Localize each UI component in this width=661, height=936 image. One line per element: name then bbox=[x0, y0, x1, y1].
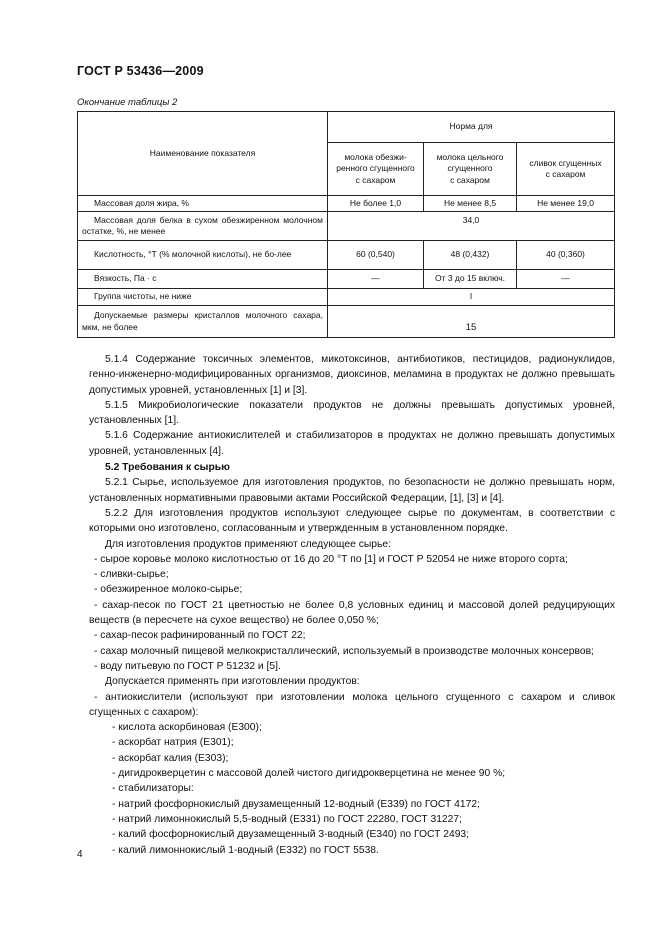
row-label: Допускаемые размеры кристаллов молочного сахара, мкм, не более bbox=[78, 306, 328, 338]
cell-value: 60 (0,540) bbox=[328, 241, 424, 270]
paragraph-5-2-1: 5.2.1 Сырье, используемое для изготовления продуктов, по безопасности не должно превышать норм, установленных нормативными правовыми актами Российской Федерации, [1], [3] и [4]. bbox=[89, 477, 615, 504]
list-item: - сахар молочный пищевой мелкокристаллический, используемый в производстве молочных консервов; bbox=[94, 645, 594, 657]
sub-list-item: - аскорбат калия (Е303); bbox=[112, 752, 229, 764]
sub-list-item: - калий лимоннокислый 1-водный (Е332) по ГОСТ 5538. bbox=[112, 844, 379, 856]
row-label: Кислотность, °Т (% молочной кислоты), не бо-лее bbox=[78, 241, 328, 270]
paragraph-allowed-intro: Допускается применять при изготовлении продуктов: bbox=[105, 676, 360, 688]
list-item: - обезжиренное молоко-сырье; bbox=[94, 584, 243, 596]
cell-value: 40 (0,360) bbox=[517, 241, 615, 270]
table-caption: Окончание таблицы 2 bbox=[77, 97, 178, 108]
paragraph-5-2-2: 5.2.2 Для изготовления продуктов используют следующее сырье по документам, в соответствии с которыми оно изготовлено, согласованным и утвержденным в установленном порядке. bbox=[89, 507, 615, 535]
paragraph-5-1-5: 5.1.5 Микробиологические показатели продуктов не должны превышать допустимых уровней, установленных [1]. bbox=[89, 399, 615, 427]
table-header-col: молока цельного сгущенного с сахаром bbox=[424, 143, 517, 196]
list-item: - сахар-песок по ГОСТ 21 цветностью не более 0,8 условных единиц и массовой долей редуцирующих веществ (в пересчете на сухое вещество) не более 0,050 %; bbox=[89, 599, 615, 627]
list-item: - сахар-песок рафинированный по ГОСТ 22; bbox=[94, 630, 306, 642]
sub-list-item: - дигидрокверцетин с массовой долей чистого дигидрокверцетина не менее 90 %; bbox=[112, 768, 506, 780]
sub-list-item: - стабилизаторы: bbox=[112, 783, 194, 795]
paragraph-raw-materials-intro: Для изготовления продуктов применяют следующее сырье: bbox=[105, 538, 391, 550]
list-item: - воду питьевую по ГОСТ Р 51232 и [5]. bbox=[94, 660, 281, 672]
list-item: - сырое коровье молоко кислотностью от 16 до 20 °Т по [1] и ГОСТ Р 52054 не ниже второго сорта; bbox=[94, 553, 568, 565]
section-heading-5-2: 5.2 Требования к сырью bbox=[105, 462, 230, 474]
sub-list-item: - натрий фосфорнокислый двузамещенный 12-водный (Е339) по ГОСТ 4172; bbox=[112, 798, 480, 810]
sub-list-item: - аскорбат натрия (Е301); bbox=[112, 737, 234, 749]
table-row bbox=[78, 196, 615, 212]
paragraph-5-1-6: 5.1.6 Содержание антиокислителей и стабилизаторов в продуктах не должно превышать допустимых уровней, установленных [4]. bbox=[89, 430, 615, 457]
table-header-col: молока обезжи- ренного сгущенного с сахаром bbox=[328, 143, 424, 196]
table-header-group: Норма для bbox=[328, 112, 615, 143]
table-row bbox=[78, 241, 615, 270]
body-text bbox=[89, 352, 615, 858]
row-label: Массовая доля белка в сухом обезжиренном молочном остатке, %, не менее bbox=[78, 212, 328, 241]
list-item: - антиокислители (используют при изготовлении молока цельного сгущенного с сахаром и сливок сгущенных с сахаром): bbox=[89, 691, 615, 718]
row-label: Вязкость, Па · с bbox=[78, 270, 328, 289]
table-row bbox=[78, 212, 615, 241]
cell-value: 15 bbox=[328, 306, 615, 338]
cell-value: — bbox=[328, 270, 424, 289]
row-label: Массовая доля жира, % bbox=[78, 196, 328, 212]
page-number: 4 bbox=[77, 849, 83, 860]
table-row bbox=[78, 270, 615, 289]
table-header-name: Наименование показателя bbox=[78, 112, 328, 196]
paragraph-5-1-4: 5.1.4 Содержание токсичных элементов, микотоксинов, антибиотиков, пестицидов, радионуклидов, генно-инженерно-модифицированных организмов, диоксинов, меламина в продуктах не должно превышать допустимых уровней, установленных [1] и [3]. bbox=[89, 354, 615, 396]
sub-list-item: - кислота аскорбиновая (Е300); bbox=[112, 722, 262, 734]
specs-table bbox=[77, 111, 615, 338]
table-header-col: сливок сгущенных с сахаром bbox=[517, 143, 615, 196]
cell-value: I bbox=[328, 289, 615, 306]
table-row bbox=[78, 289, 615, 306]
list-item: - сливки-сырье; bbox=[94, 569, 169, 581]
sub-list-item: - натрий лимоннокислый 5,5-водный (Е331) по ГОСТ 22280, ГОСТ 31227; bbox=[112, 813, 462, 825]
cell-value: От 3 до 15 включ. bbox=[424, 270, 517, 289]
cell-value: — bbox=[517, 270, 615, 289]
sub-list-item: - калий фосфорнокислый двузамещенный 3-водный (Е340) по ГОСТ 2493; bbox=[112, 829, 470, 841]
document-header: ГОСТ Р 53436—2009 bbox=[77, 64, 204, 78]
row-label: Группа чистоты, не ниже bbox=[78, 289, 328, 306]
cell-value: Не более 1,0 bbox=[328, 196, 424, 212]
table-row bbox=[78, 306, 615, 338]
cell-value: 48 (0,432) bbox=[424, 241, 517, 270]
cell-value: Не менее 8,5 bbox=[424, 196, 517, 212]
cell-value: 34,0 bbox=[328, 212, 615, 241]
cell-value: Не менее 19,0 bbox=[517, 196, 615, 212]
